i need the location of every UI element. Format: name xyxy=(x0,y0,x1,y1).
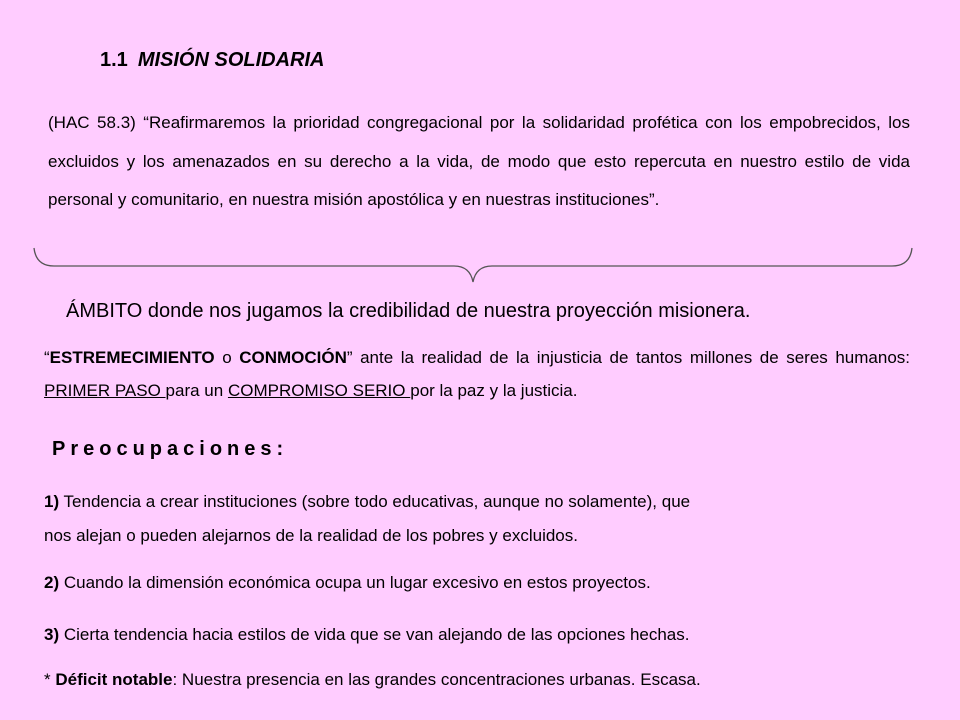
deficit-label: Déficit notable xyxy=(55,670,173,689)
item-number: 1) xyxy=(44,492,60,511)
open-quote: “ xyxy=(44,348,50,367)
estremecimiento-paragraph xyxy=(44,341,910,407)
hac-quote: (HAC 58.3) “Reafirmaremos la prioridad congregacional por la solidaridad profética con los empobrecidos, los excluidos y los amenazados en su derecho a la vida, de modo que esto repercuta en nuestro estilo de vida personal y comunitario, en nuestra misión apostólica y en nuestras instituciones”. xyxy=(48,113,910,209)
paragraph-text: ” ante la realidad de la injusticia de tantos millones de seres humanos: xyxy=(346,348,910,367)
section-number: 1.1 xyxy=(100,49,128,71)
list-item xyxy=(44,573,651,593)
estremecimiento-word: ESTREMECIMIENTO xyxy=(49,348,215,367)
connector-o: o xyxy=(214,348,240,367)
paragraph-text-end: por la paz y la justicia. xyxy=(410,381,578,400)
deficit-text: : Nuestra presencia en las grandes concentraciones urbanas. Escasa. xyxy=(172,670,701,689)
list-item xyxy=(44,485,690,553)
curly-brace-icon xyxy=(30,244,920,284)
item-number: 3) xyxy=(44,625,60,644)
compromiso-serio-underlined: COMPROMISO SERIO xyxy=(227,381,411,400)
conmocion-word: CONMOCIÓN xyxy=(239,348,347,367)
section-title xyxy=(100,49,324,72)
item-text: Cierta tendencia hacia estilos de vida que se van alejando de las opciones hechas. xyxy=(59,625,690,644)
list-item xyxy=(44,625,690,645)
deficit-note xyxy=(44,670,701,690)
primer-paso-underlined: PRIMER PASO xyxy=(44,381,166,400)
item-number: 2) xyxy=(44,573,60,592)
asterisk: * xyxy=(44,670,56,689)
item-text: Tendencia a crear instituciones (sobre todo educativas, aunque no solamente), que xyxy=(59,492,691,511)
paragraph-text-mid: para un xyxy=(165,381,228,400)
section-title-text: MISIÓN SOLIDARIA xyxy=(137,49,325,71)
preocupaciones-heading: Preocupaciones: xyxy=(52,438,289,460)
item-text: Cuando la dimensión económica ocupa un lugar excesivo en estos proyectos. xyxy=(59,573,651,592)
item-text-line2: nos alejan o pueden alejarnos de la realidad de los pobres y excluidos. xyxy=(44,526,578,545)
ambito-heading: ÁMBITO donde nos jugamos la credibilidad de nuestra proyección misionera. xyxy=(66,300,751,322)
